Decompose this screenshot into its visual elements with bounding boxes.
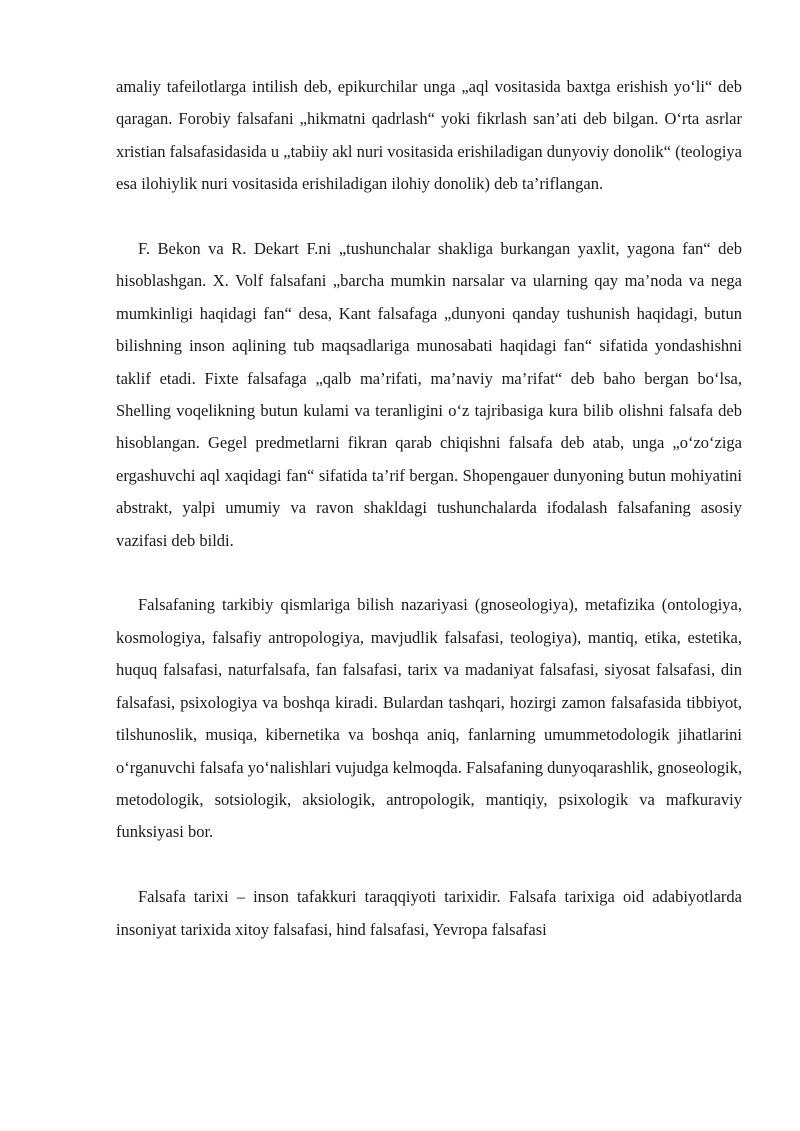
paragraph-continuation: amaliy tafeilotlarga intilish deb, epikurchilar unga „aql vositasida baxtga erishish yo‘li“ deb qaragan. Forobiy falsafani „hikmatni qadrlash“ yoki fikrlash san’ati deb bilgan. O‘rta asrlar xristian falsafasidasida u „tabiiy akl nuri vositasida erishiladigan dunyoviy donolik“ (teologiya esa ilohiylik nuri vositasida erishiladigan ilohiy donolik) deb ta’riflangan. — [116, 77, 742, 194]
paragraph-falsafa-tarkibi: Falsafaning tarkibiy qismlariga bilish nazariyasi (gnoseologiya), metafizika (ontologiya, kosmologiya, falsafiy antropologiya, mavjudlik falsafasi, teologiya), mantiq, etika, estetika, huquq falsafasi, naturfalsafa, fan falsafasi, tarix va madaniyat falsafasi, siyosat falsafasi, din falsafasi, psixologiya va boshqa kiradi. Bulardan tashqari, hozirgi zamon falsafasida tibbiyot, tilshunoslik, musiqa, kibernetika va boshqa aniq, fanlarning umummetodologik jihatlarini o‘rganuvchi falsafa yo‘nalishlari vujudga kelmoqda. Falsafaning dunyoqarashlik, gnoseologik, metodologik, sotsiologik, aksiologik, antropologik, mantiqiy, psixologik va mafkuraviy funksiyasi bor. — [116, 595, 742, 842]
paragraph-bekon-dekart: F. Bekon va R. Dekart F.ni „tushunchalar shakliga burkangan yaxlit, yagona fan“ deb hisoblashgan. X. Volf falsafani „barcha mumkin narsalar va ularning qay ma’noda va nega mumkinligi haqidagi fan“ desa, Kant falsafaga „dunyoni qanday tushunish haqidagi, butun bilishning inson aqlining tub maqsadlariga munosabati haqidagi fan“ sifatida yondashishni taklif etadi. Fixte falsafaga „qalb ma’rifati, ma’naviy ma’rifat“ deb baho bergan bo‘lsa, Shelling voqelikning butun kulami va teranligini o‘z tajribasiga kura bilib olishni falsafa deb hisoblangan. Gegel predmetlarni fikran qarab chiqishni falsafa deb atab, unga „o‘zo‘ziga ergashuvchi aql xaqidagi fan“ sifatida ta’rif bergan. Shopengauer dunyoning butun mohiyatini abstrakt, yalpi umumiy va ravon shakldagi tushunchalarda ifodalash falsafaning asosiy vazifasi deb bildi. — [116, 239, 742, 550]
paragraph-falsafa-tarixi: Falsafa tarixi – inson tafakkuri taraqqiyoti tarixidir. Falsafa tarixiga oid adabiyotlarda insoniyat tarixida xitoy falsafasi, hind falsafasi, Yevropa falsafasi — [116, 887, 742, 939]
document-page — [116, 71, 742, 946]
